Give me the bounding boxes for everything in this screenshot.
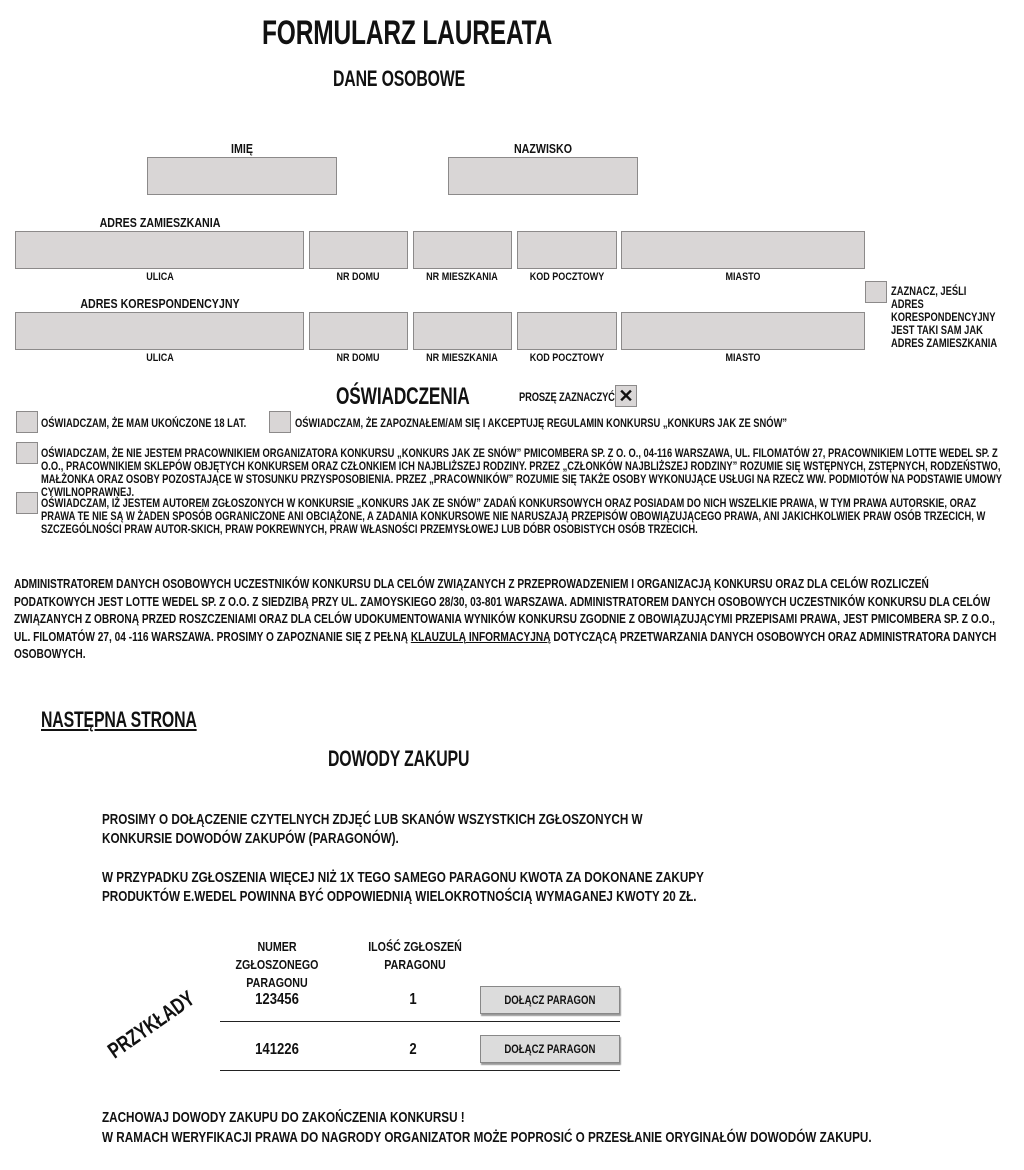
statement-18-text: OŚWIADCZAM, ŻE MAM UKOŃCZONE 18 LAT. xyxy=(41,416,247,430)
statements-hint: PROSZĘ ZAZNACZYĆ xyxy=(519,390,615,404)
col-receipt-number-header: NUMER ZGŁOSZONEGO PARAGONU xyxy=(235,939,319,990)
next-page-link[interactable]: NASTĘPNA STRONA xyxy=(41,707,197,732)
row-2-divider xyxy=(220,1070,620,1071)
corr-street-caption: ULICA xyxy=(146,352,174,364)
home-apartment-field[interactable] xyxy=(413,231,512,269)
statement-employee-checkbox[interactable] xyxy=(16,442,38,464)
receipts-paragraph-2: W PRZYPADKU ZGŁOSZENIA WIĘCEJ NIŻ 1X TEGO SAMEGO PARAGONU KWOTA ZA DOKONANE ZAKUPY PRODUKTÓW E.WEDEL POWINNA BYĆ ODPOWIEDNIĄ WIELOKROTNOŚCIĄ WYMAGANEJ KWOTY 20 ZŁ. xyxy=(102,869,704,905)
corr-house-number-caption: NR DOMU xyxy=(336,352,380,364)
statement-author-text: OŚWIADCZAM, IŻ JESTEM AUTOREM ZGŁOSZONYCH W KONKURSIE „KONKURS JAK ZE SNÓW” ZADAŃ KONKURSOWYCH ORAZ POSIADAM DO NICH WSZELKIE PRAWA, W TYM PRAWA AUTORSKIE, ORAZ PRAWA TE NIE SĄ W ŻADEN SPOSÓB OGRANICZONE ANI OBCIĄŻONE, A ZADANIA KONKURSOWE NIE NARUSZAJĄ PRZEPISÓW OBOWIĄZUJĄCEGO PRAWA, ANI JAKICHKOLWIEK PRAW OSÓB TRZECICH, W SZCZEGÓLNOŚCI PRAW AUTOR-SKICH, PRAW POKREWNYCH, PRAW WŁASNOŚCI PRZEMYSŁOWEJ LUB DÓBR OSOBISTYCH OSÓB TRZECICH. xyxy=(41,496,986,536)
hint-x-icon xyxy=(615,385,637,407)
row-2-receipt-number: 141226 xyxy=(255,1041,299,1058)
home-house-number-caption: NR DOMU xyxy=(336,271,380,283)
corr-apartment-caption: NR MIESZKANIA xyxy=(426,352,498,364)
home-postcode-field[interactable] xyxy=(517,231,617,269)
statement-18-checkbox[interactable] xyxy=(16,411,38,433)
statement-author-checkbox[interactable] xyxy=(16,492,38,514)
row-1-attach-receipt-button[interactable] xyxy=(480,986,620,1014)
row-2-attach-receipt-label: DOŁĄCZ PARAGON xyxy=(504,1042,596,1056)
corr-house-number-field[interactable] xyxy=(309,312,408,350)
row-1-receipt-number: 123456 xyxy=(255,991,299,1008)
home-city-field[interactable] xyxy=(621,231,865,269)
statement-employee-text: OŚWIADCZAM, ŻE NIE JESTEM PRACOWNIKIEM ORGANIZATORA KONKURSU „KONKURS JAK ZE SNÓW” PMICOMBERA SP. Z O. O., 04-116 WARSZAWA, UL. FILOMATÓW 27, PRACOWNIKIEM LOTTE WEDEL SP. Z O.O., PRACOWNIKIEM SKLEPÓW OBJĘTYCH KONKURSEM ORAZ CZŁONKIEM ICH NAJBLIŻSZEJ RODZINY. PRZEZ „CZŁONKÓW NAJBLIŻSZEJ RODZINY” ROZUMIE SIĘ WSTĘPNYCH, ZSTĘPNYCH, RODZEŃSTWO, MAŁŻONKA ORAZ OSOBY POZOSTAJĄCE W STOSUNKU PRZYSPOSOBIENIA. PRZEZ „PRACOWNIKÓW” ROZUMIE SIĘ TAKŻE OSOBY WYKONUJĄCE USŁUGI NA RZECZ WW. PODMIOTÓW NA PODSTAWIE UMOWY CYWILNOPRAWNEJ. xyxy=(41,446,1002,499)
home-street-caption: ULICA xyxy=(146,271,174,283)
corr-postcode-caption: KOD POCZTOWY xyxy=(529,352,605,364)
admin-text-after: DOTYCZĄCĄ PRZETWARZANIA DANYCH OSOBOWYCH ORAZ ADMINISTRATORA DANYCH OSOBOWYCH. xyxy=(14,628,997,661)
last-name-label: NAZWISKO xyxy=(513,141,573,156)
examples-label: PRZYKŁADY xyxy=(103,985,199,1064)
receipts-footer-1: ZACHOWAJ DOWODY ZAKUPU DO ZAKOŃCZENIA KONKURSU ! xyxy=(102,1109,465,1126)
statement-rules-checkbox[interactable] xyxy=(269,411,291,433)
row-2-attach-receipt-button[interactable] xyxy=(480,1035,620,1063)
first-name-label: IMIĘ xyxy=(231,141,253,156)
row-1-receipt-count: 1 xyxy=(409,991,417,1008)
last-name-field[interactable] xyxy=(448,157,638,195)
home-city-caption: MIASTO xyxy=(725,271,761,283)
home-address-label: ADRES ZAMIESZKANIA xyxy=(99,215,221,230)
admin-text-before: ADMINISTRATOREM DANYCH OSOBOWYCH UCZESTNIKÓW KONKURSU DLA CELÓW ZWIĄZANYCH Z PRZEPROWADZENIEM I ORGANIZACJĄ KONKURSU ORAZ DLA CELÓW ROZLICZEŃ PODATKOWYCH JEST LOTTE WEDEL SP. Z O.O. Z SIEDZIBĄ PRZY UL. ZAMOYSKIEGO 28/30, 03-801 WARSZAWA. ADMINISTRATOREM DANYCH OSOBOWYCH UCZESTNIKÓW KONKURSU DLA CELÓW ZWIĄZANYCH Z OBRONĄ PRZED ROSZCZENIAMI ORAZ DLA CELÓW UDOKUMENTOWANIA WYNIKÓW KONKURSU ZGODNIE Z OBOWIĄZUJĄCYMI PRZEPISAMI PRAWA, JEST PMICOMBERA SP. Z O.O., UL. FILOMATÓW 27, 04 -116 WARSZAWA. PROSIMY O ZAPOZNANIE SIĘ Z PEŁNĄ xyxy=(14,576,995,644)
corr-apartment-field[interactable] xyxy=(413,312,512,350)
page-title: FORMULARZ LAUREATA xyxy=(262,14,553,52)
corr-street-field[interactable] xyxy=(15,312,304,350)
hint-x-glyph: ✕ xyxy=(618,386,634,406)
admin-paragraph xyxy=(14,575,1006,663)
statements-title: OŚWIADCZENIA xyxy=(336,383,470,410)
receipts-footer-2: W RAMACH WERYFIKACJI PRAWA DO NAGRODY ORGANIZATOR MOŻE POPROSIĆ O PRZESŁANIE ORYGINAŁÓW DOWODÓW ZAKUPU. xyxy=(102,1129,872,1146)
home-house-number-field[interactable] xyxy=(309,231,408,269)
corr-city-caption: MIASTO xyxy=(725,352,761,364)
col-receipt-count-header: ILOŚĆ ZGŁOSZEŃ PARAGONU xyxy=(368,939,462,972)
home-apartment-caption: NR MIESZKANIA xyxy=(426,271,498,283)
statement-rules-text: OŚWIADCZAM, ŻE ZAPOZNAŁEM/AM SIĘ I AKCEPTUJĘ REGULAMIN KONKURSU „KONKURS JAK ZE SNÓW” xyxy=(295,416,788,430)
section-title-personal: DANE OSOBOWE xyxy=(333,66,466,91)
row-1-divider xyxy=(220,1021,620,1022)
privacy-clause-link[interactable]: KLAUZULĄ INFORMACYJNĄ xyxy=(410,628,551,644)
row-1-attach-receipt-label: DOŁĄCZ PARAGON xyxy=(504,993,596,1007)
first-name-field[interactable] xyxy=(147,157,337,195)
home-street-field[interactable] xyxy=(15,231,304,269)
receipts-paragraph-1: PROSIMY O DOŁĄCZENIE CZYTELNYCH ZDJĘĆ LUB SKANÓW WSZYSTKICH ZGŁOSZONYCH W KONKURSIE DOWODÓW ZAKUPÓW (PARAGONÓW). xyxy=(102,811,643,847)
home-postcode-caption: KOD POCZTOWY xyxy=(529,271,605,283)
same-address-checkbox[interactable] xyxy=(865,281,887,303)
corr-address-label: ADRES KORESPONDENCYJNY xyxy=(80,296,240,311)
corr-city-field[interactable] xyxy=(621,312,865,350)
row-2-receipt-count: 2 xyxy=(409,1041,417,1058)
corr-postcode-field[interactable] xyxy=(517,312,617,350)
receipts-title: DOWODY ZAKUPU xyxy=(328,746,470,771)
same-address-label: ZAZNACZ, JEŚLI ADRES KORESPONDENCYJNY JEST TAKI SAM JAK ADRES ZAMIESZKANIA xyxy=(891,284,998,350)
